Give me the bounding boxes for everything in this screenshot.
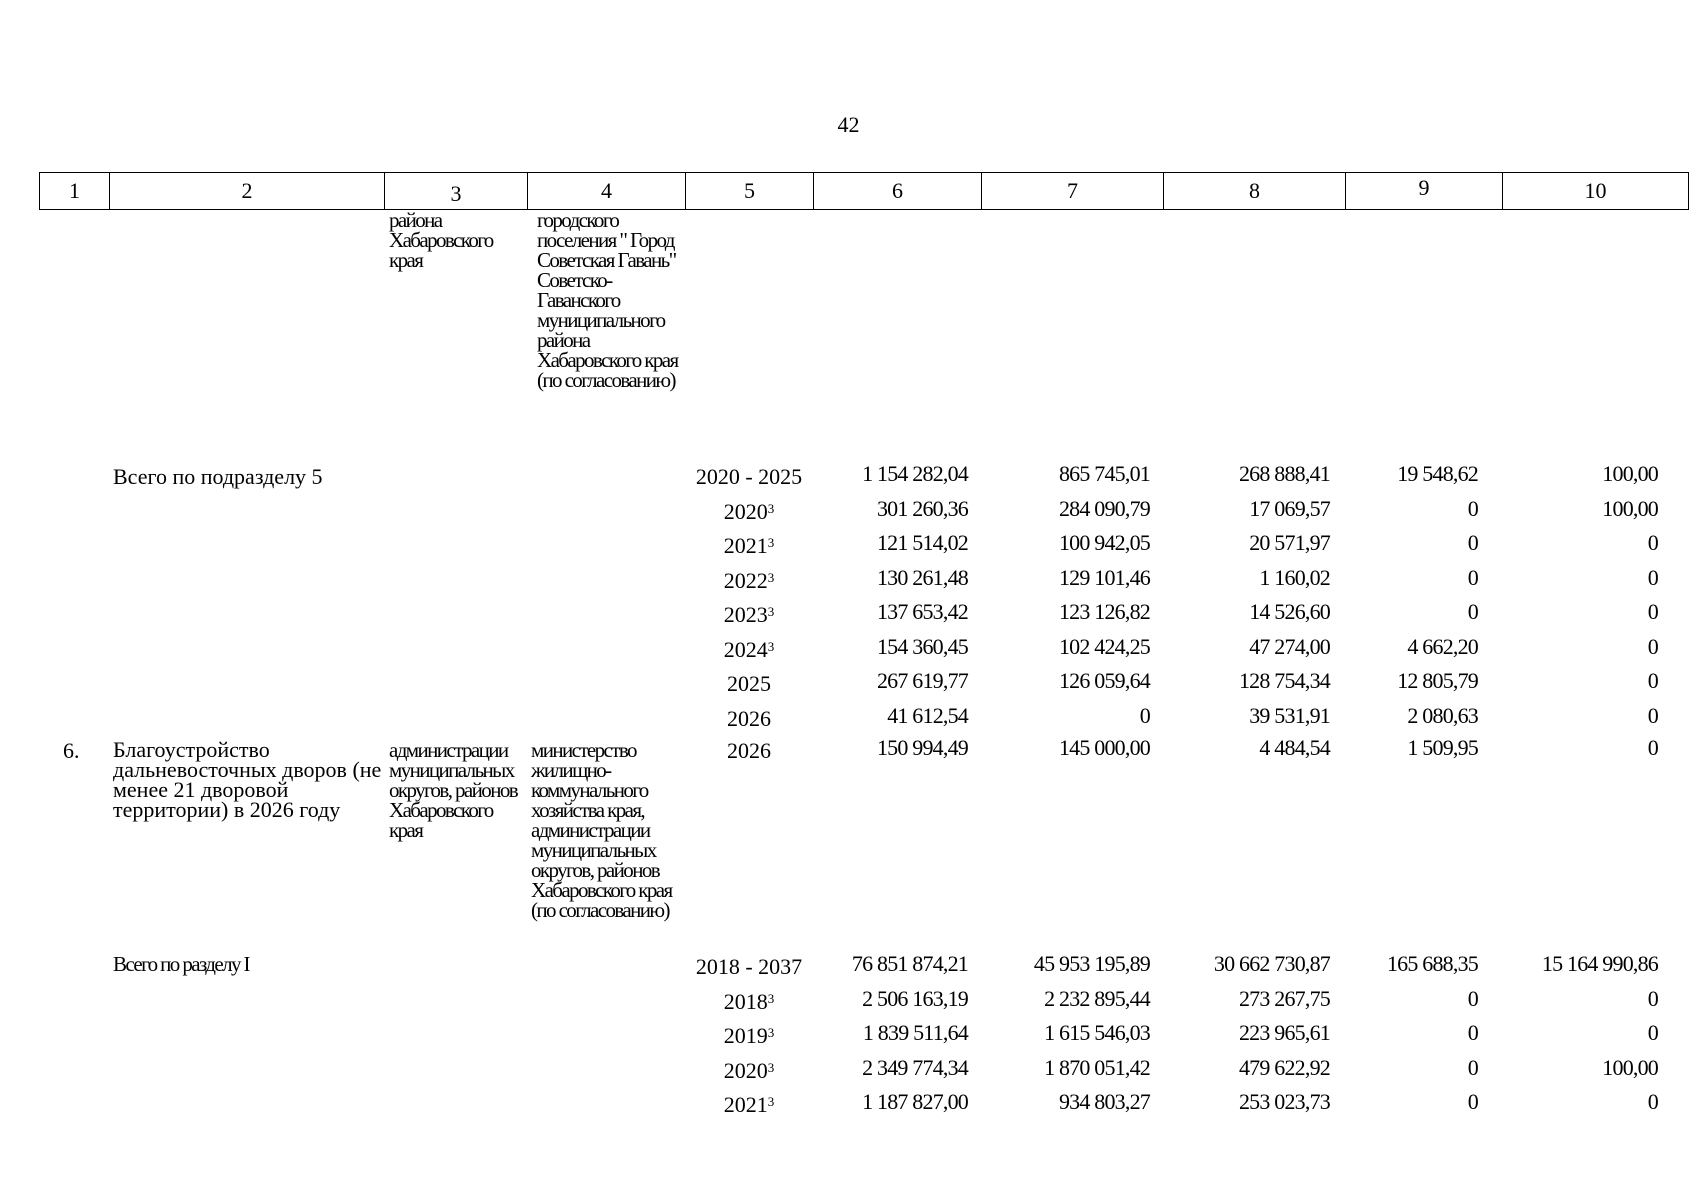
value-cell-c9: 4 662,20 bbox=[1407, 633, 1478, 659]
header-col-8: 8 bbox=[1164, 173, 1346, 209]
page-number: 42 bbox=[837, 112, 860, 137]
item-6-col3: администрации муниципальных округов, районов Хабаровского края bbox=[389, 738, 518, 842]
value-cell-c10: 0 bbox=[1647, 530, 1658, 555]
year-cell: 2024$^3$ bbox=[723, 636, 775, 662]
footnote-marker: 3 bbox=[767, 990, 775, 1006]
year-cell: 2020 - 2025 bbox=[695, 464, 803, 489]
value-cell-c8: 39 531,91 bbox=[1249, 702, 1330, 728]
value-cell-c9: 0 bbox=[1467, 1089, 1478, 1114]
header-col-4: 4 bbox=[528, 173, 686, 209]
value-cell-c6: 130 261,48 bbox=[876, 564, 968, 590]
value-cell-c8: 4 484,54 bbox=[1259, 735, 1330, 760]
value-cell-c9: 2 080,63 bbox=[1407, 702, 1478, 728]
value-cell-c8: 223 965,61 bbox=[1238, 1020, 1330, 1045]
value-cell-c10: 0 bbox=[1647, 564, 1658, 590]
footnote-marker: 3 bbox=[767, 1059, 775, 1075]
value-cell-c7: 126 059,64 bbox=[1058, 668, 1150, 693]
value-cell-c6: 76 851 874,21 bbox=[851, 951, 968, 976]
value-cell-c10: 15 164 990,86 bbox=[1541, 951, 1658, 976]
year-cell: 2026 bbox=[727, 705, 771, 731]
value-cell-c8: 268 888,41 bbox=[1238, 461, 1330, 486]
value-cell-c7: 123 126,82 bbox=[1058, 599, 1150, 624]
year-cell: 2022$^3$ bbox=[723, 567, 775, 593]
year-cell: 2020$^3$ bbox=[723, 498, 775, 524]
header-col-7: 7 bbox=[982, 173, 1164, 209]
value-cell-c7: 865 745,01 bbox=[1058, 461, 1150, 486]
item-6-number: 6. bbox=[63, 738, 80, 763]
table-header-row bbox=[39, 172, 1689, 210]
footnote-marker: 3 bbox=[767, 638, 775, 654]
value-cell-c9: 1 509,95 bbox=[1407, 735, 1478, 760]
value-cell-c6: 267 619,77 bbox=[876, 668, 968, 693]
value-cell-c8: 1 160,02 bbox=[1259, 564, 1330, 590]
year-cell: 2026 bbox=[727, 738, 771, 763]
header-col-2: 2 bbox=[110, 173, 385, 209]
year-cell: 2018$^3$ bbox=[723, 988, 775, 1014]
value-cell-c9: 0 bbox=[1467, 599, 1478, 624]
subtotal-5-label: Всего по подразделу 5 bbox=[113, 464, 323, 489]
value-cell-c9: 165 688,35 bbox=[1386, 951, 1478, 976]
value-cell-c6: 301 260,36 bbox=[876, 495, 968, 521]
value-cell-c8: 20 571,97 bbox=[1249, 530, 1330, 555]
value-cell-c9: 0 bbox=[1467, 1054, 1478, 1080]
year-cell: 2018 - 2037 bbox=[695, 954, 803, 979]
value-cell-c7: 145 000,00 bbox=[1058, 735, 1150, 760]
section-total-label: Всего по разделу I bbox=[113, 952, 249, 976]
header-col-9: 9 bbox=[1346, 173, 1503, 209]
value-cell-c10: 100,00 bbox=[1602, 495, 1658, 521]
footnote-marker: 3 bbox=[767, 535, 775, 550]
value-cell-c9: 0 bbox=[1467, 530, 1478, 555]
value-cell-c6: 121 514,02 bbox=[876, 530, 968, 555]
value-cell-c10: 100,00 bbox=[1602, 1054, 1658, 1080]
value-cell-c9: 0 bbox=[1467, 1020, 1478, 1045]
year-cell: 2019$^3$ bbox=[723, 1023, 775, 1048]
value-cell-c7: 100 942,05 bbox=[1058, 530, 1150, 555]
value-cell-c9: 19 548,62 bbox=[1397, 461, 1478, 486]
value-cell-c6: 137 653,42 bbox=[876, 599, 968, 624]
year-cell: 2023$^3$ bbox=[723, 602, 775, 627]
item-6-col4: министерство жилищно-коммунального хозяйства края, администрации муниципальных округов, районов Хабаровского края (по согласованию) bbox=[531, 738, 672, 922]
value-cell-c10: 0 bbox=[1647, 985, 1658, 1011]
value-cell-c9: 12 805,79 bbox=[1397, 668, 1478, 693]
year-cell: 2021$^3$ bbox=[723, 1092, 775, 1117]
value-cell-c6: 1 187 827,00 bbox=[862, 1089, 968, 1114]
continuation-col3: района Хабаровского края bbox=[389, 208, 493, 272]
header-col-5: 5 bbox=[686, 173, 814, 209]
value-cell-c8: 17 069,57 bbox=[1249, 495, 1330, 521]
value-cell-c7: 45 953 195,89 bbox=[1033, 951, 1150, 976]
value-cell-c6: 2 506 163,19 bbox=[862, 985, 968, 1011]
footnote-marker: 3 bbox=[767, 604, 775, 619]
value-cell-c8: 47 274,00 bbox=[1249, 633, 1330, 659]
value-cell-c8: 128 754,34 bbox=[1238, 668, 1330, 693]
value-cell-c9: 0 bbox=[1467, 564, 1478, 590]
value-cell-c10: 0 bbox=[1647, 599, 1658, 624]
value-cell-c8: 479 622,92 bbox=[1238, 1054, 1330, 1080]
footnote-marker: 3 bbox=[767, 569, 775, 585]
header-col-6: 6 bbox=[814, 173, 982, 209]
value-cell-c10: 0 bbox=[1647, 668, 1658, 693]
value-cell-c10: 0 bbox=[1647, 1089, 1658, 1114]
value-cell-c7: 1 615 546,03 bbox=[1044, 1020, 1150, 1045]
year-cell: 2020$^3$ bbox=[723, 1057, 775, 1083]
value-cell-c7: 2 232 895,44 bbox=[1044, 985, 1150, 1011]
value-cell-c9: 0 bbox=[1467, 495, 1478, 521]
value-cell-c8: 14 526,60 bbox=[1249, 599, 1330, 624]
continuation-col4: городского поселения " Город Советская Гавань" Советско-Гаванского муниципального района Хабаровского края (по согласованию) bbox=[537, 208, 678, 392]
value-cell-c7: 284 090,79 bbox=[1058, 495, 1150, 521]
header-col-1: 1 bbox=[40, 173, 110, 209]
value-cell-c8: 273 267,75 bbox=[1238, 985, 1330, 1011]
value-cell-c7: 0 bbox=[1139, 702, 1150, 728]
footnote-marker: 3 bbox=[767, 500, 775, 516]
value-cell-c10: 0 bbox=[1647, 633, 1658, 659]
value-cell-c8: 253 023,73 bbox=[1238, 1089, 1330, 1114]
year-cell: 2021$^3$ bbox=[723, 533, 775, 558]
value-cell-c6: 1 154 282,04 bbox=[862, 461, 968, 486]
value-cell-c9: 0 bbox=[1467, 985, 1478, 1011]
value-cell-c7: 934 803,27 bbox=[1058, 1089, 1150, 1114]
value-cell-c6: 2 349 774,34 bbox=[862, 1054, 968, 1080]
value-cell-c7: 129 101,46 bbox=[1058, 564, 1150, 590]
item-6-name: Благоустройство дальневосточных дворов (не менее 21 дворовой территории) в 2026 году bbox=[113, 737, 382, 822]
value-cell-c10: 0 bbox=[1647, 735, 1658, 760]
value-cell-c10: 0 bbox=[1647, 702, 1658, 728]
value-cell-c10: 0 bbox=[1647, 1020, 1658, 1045]
value-cell-c7: 102 424,25 bbox=[1058, 633, 1150, 659]
header-col-10: 10 bbox=[1584, 178, 1607, 203]
value-cell-c6: 1 839 511,64 bbox=[862, 1020, 968, 1045]
footnote-marker: 3 bbox=[767, 1025, 775, 1040]
value-cell-c6: 154 360,45 bbox=[876, 633, 968, 659]
header-col-3: 3 bbox=[385, 173, 528, 209]
value-cell-c6: 41 612,54 bbox=[887, 702, 968, 728]
footnote-marker: 3 bbox=[767, 1094, 775, 1109]
value-cell-c6: 150 994,49 bbox=[876, 735, 968, 760]
value-cell-c10: 100,00 bbox=[1602, 461, 1658, 486]
value-cell-c8: 30 662 730,87 bbox=[1213, 951, 1330, 976]
value-cell-c7: 1 870 051,42 bbox=[1044, 1054, 1150, 1080]
year-cell: 2025 bbox=[727, 671, 771, 696]
